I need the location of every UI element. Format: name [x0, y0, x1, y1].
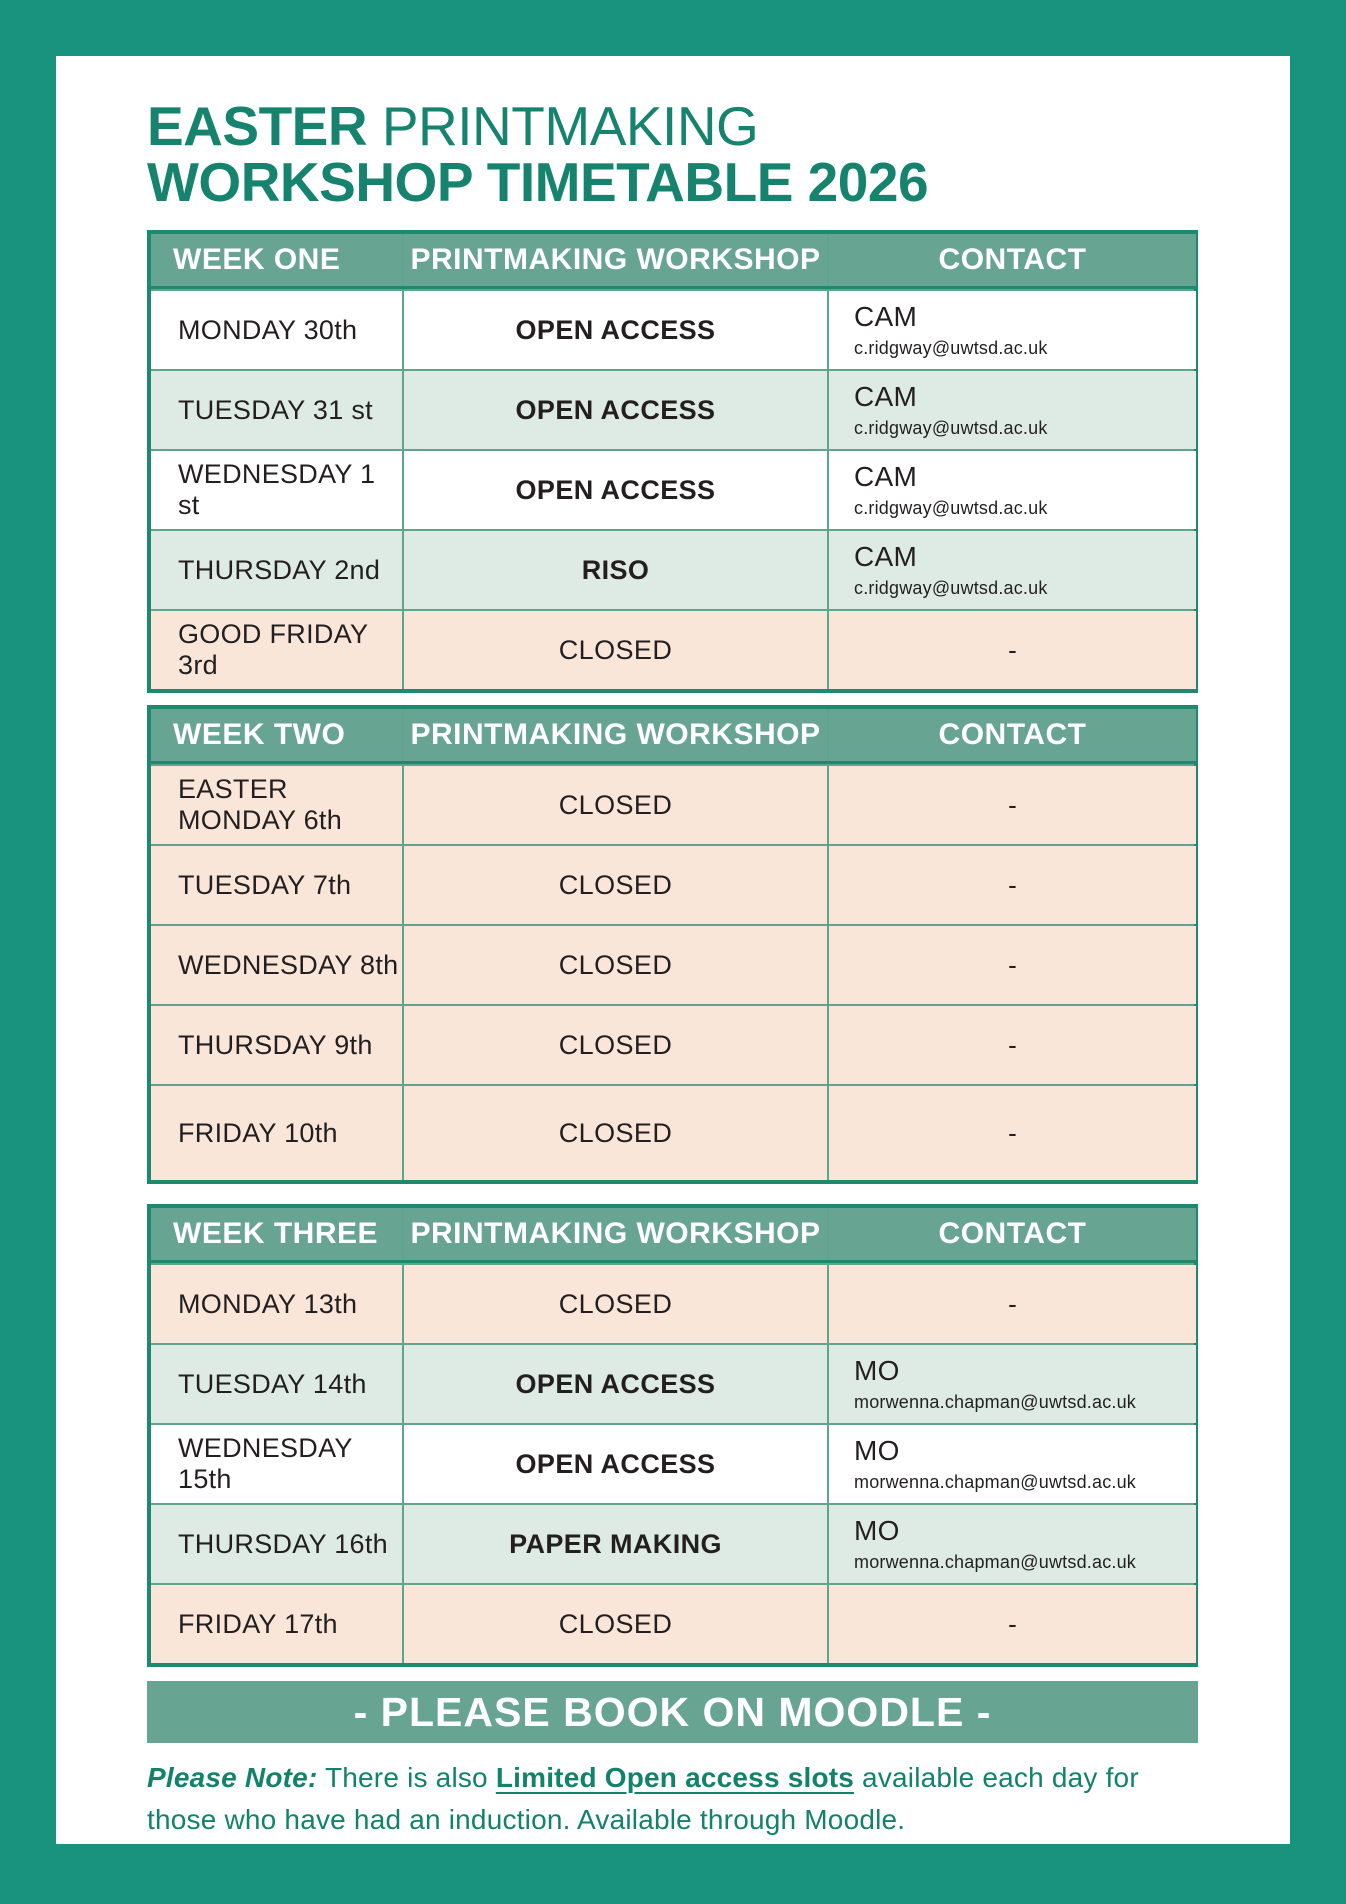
week-one-table: [147, 230, 1198, 693]
day-cell: MONDAY 13th: [151, 1265, 402, 1343]
contact-email: morwenna.chapman@uwtsd.ac.uk: [854, 1392, 1137, 1413]
day-cell: GOOD FRIDAY 3rd: [151, 611, 402, 689]
contact-column-header: CONTACT: [829, 234, 1196, 286]
table-row: [151, 766, 1194, 844]
table-row: [151, 611, 1194, 689]
workshop-column-header: PRINTMAKING WORKSHOP: [404, 1208, 827, 1260]
workshop-cell: RISO: [404, 531, 827, 609]
table-row: [151, 1086, 1194, 1180]
page-title: [147, 95, 1290, 214]
contact-column-header: CONTACT: [829, 709, 1196, 761]
contact-cell: -: [829, 846, 1196, 924]
footnote-underlined: Limited Open access slots: [495, 1762, 855, 1794]
week-three-table: [147, 1204, 1198, 1667]
workshop-cell: OPEN ACCESS: [404, 1425, 827, 1503]
week-label: WEEK TWO: [151, 709, 402, 761]
day-cell: THURSDAY 16th: [151, 1505, 402, 1583]
day-cell: WEDNESDAY 1 st: [151, 451, 402, 529]
week-three-header-row: [151, 1208, 1194, 1263]
contact-column-header: CONTACT: [829, 1208, 1196, 1260]
page-title-line2: WORKSHOP TIMETABLE 2026: [147, 151, 929, 214]
workshop-cell: CLOSED: [404, 926, 827, 1004]
contact-cell: [829, 1345, 1196, 1423]
page: [56, 56, 1290, 1844]
contact-email: c.ridgway@uwtsd.ac.uk: [854, 338, 1048, 359]
workshop-cell: CLOSED: [404, 766, 827, 844]
day-cell: FRIDAY 17th: [151, 1585, 402, 1663]
table-row: [151, 1345, 1194, 1423]
day-cell: WEDNESDAY 8th: [151, 926, 402, 1004]
contact-name: MO: [854, 1515, 900, 1547]
contact-cell: -: [829, 611, 1196, 689]
table-row: [151, 1006, 1194, 1084]
footnote-prefix: Please Note:: [147, 1762, 318, 1794]
day-cell: MONDAY 30th: [151, 291, 402, 369]
workshop-cell: CLOSED: [404, 1006, 827, 1084]
table-row: [151, 371, 1194, 449]
workshop-cell: CLOSED: [404, 1086, 827, 1180]
day-cell: FRIDAY 10th: [151, 1086, 402, 1180]
contact-email: morwenna.chapman@uwtsd.ac.uk: [854, 1552, 1137, 1573]
workshop-cell: CLOSED: [404, 1585, 827, 1663]
table-row: [151, 1585, 1194, 1663]
contact-name: CAM: [854, 461, 918, 493]
workshop-cell: PAPER MAKING: [404, 1505, 827, 1583]
contact-email: c.ridgway@uwtsd.ac.uk: [854, 418, 1048, 439]
contact-name: MO: [854, 1355, 900, 1387]
contact-cell: [829, 531, 1196, 609]
contact-cell: -: [829, 1086, 1196, 1180]
footnote: [147, 1757, 1202, 1841]
workshop-cell: CLOSED: [404, 611, 827, 689]
contact-name: CAM: [854, 541, 918, 573]
table-row: [151, 291, 1194, 369]
table-row: [151, 1505, 1194, 1583]
contact-cell: [829, 1505, 1196, 1583]
title-easter: EASTER: [147, 95, 368, 157]
moodle-banner: - PLEASE BOOK ON MOODLE -: [147, 1681, 1198, 1743]
contact-cell: [829, 451, 1196, 529]
day-cell: TUESDAY 7th: [151, 846, 402, 924]
week-label: WEEK ONE: [151, 234, 402, 286]
contact-cell: -: [829, 766, 1196, 844]
page-title-line1: [147, 95, 1290, 157]
table-row: [151, 451, 1194, 529]
contact-email: c.ridgway@uwtsd.ac.uk: [854, 578, 1048, 599]
contact-name: CAM: [854, 301, 918, 333]
footnote-seg1: There is also: [317, 1762, 496, 1794]
contact-cell: [829, 291, 1196, 369]
footnote-seg2: available each day for those who have had an induction. Available through Moodle.: [147, 1762, 1139, 1836]
workshop-cell: CLOSED: [404, 1265, 827, 1343]
week-two-header-row: [151, 709, 1194, 764]
workshop-cell: OPEN ACCESS: [404, 1345, 827, 1423]
day-cell: THURSDAY 2nd: [151, 531, 402, 609]
week-two-table: [147, 705, 1198, 1184]
contact-email: c.ridgway@uwtsd.ac.uk: [854, 498, 1048, 519]
table-row: [151, 1425, 1194, 1503]
workshop-cell: CLOSED: [404, 846, 827, 924]
week-one-header-row: [151, 234, 1194, 289]
day-cell: WEDNESDAY 15th: [151, 1425, 402, 1503]
week-label: WEEK THREE: [151, 1208, 402, 1260]
contact-cell: -: [829, 1585, 1196, 1663]
workshop-cell: OPEN ACCESS: [404, 371, 827, 449]
table-row: [151, 926, 1194, 1004]
table-row: [151, 1265, 1194, 1343]
contact-cell: -: [829, 1265, 1196, 1343]
table-row: [151, 846, 1194, 924]
contact-cell: -: [829, 926, 1196, 1004]
contact-name: CAM: [854, 381, 918, 413]
contact-name: MO: [854, 1435, 900, 1467]
workshop-cell: OPEN ACCESS: [404, 451, 827, 529]
workshop-cell: OPEN ACCESS: [404, 291, 827, 369]
contact-cell: [829, 1425, 1196, 1503]
day-cell: TUESDAY 14th: [151, 1345, 402, 1423]
day-cell: EASTER MONDAY 6th: [151, 766, 402, 844]
workshop-column-header: PRINTMAKING WORKSHOP: [404, 709, 827, 761]
contact-cell: [829, 371, 1196, 449]
table-row: [151, 531, 1194, 609]
day-cell: THURSDAY 9th: [151, 1006, 402, 1084]
contact-email: morwenna.chapman@uwtsd.ac.uk: [854, 1472, 1137, 1493]
day-cell: TUESDAY 31 st: [151, 371, 402, 449]
contact-cell: -: [829, 1006, 1196, 1084]
title-printmaking: PRINTMAKING: [367, 95, 759, 157]
workshop-column-header: PRINTMAKING WORKSHOP: [404, 234, 827, 286]
